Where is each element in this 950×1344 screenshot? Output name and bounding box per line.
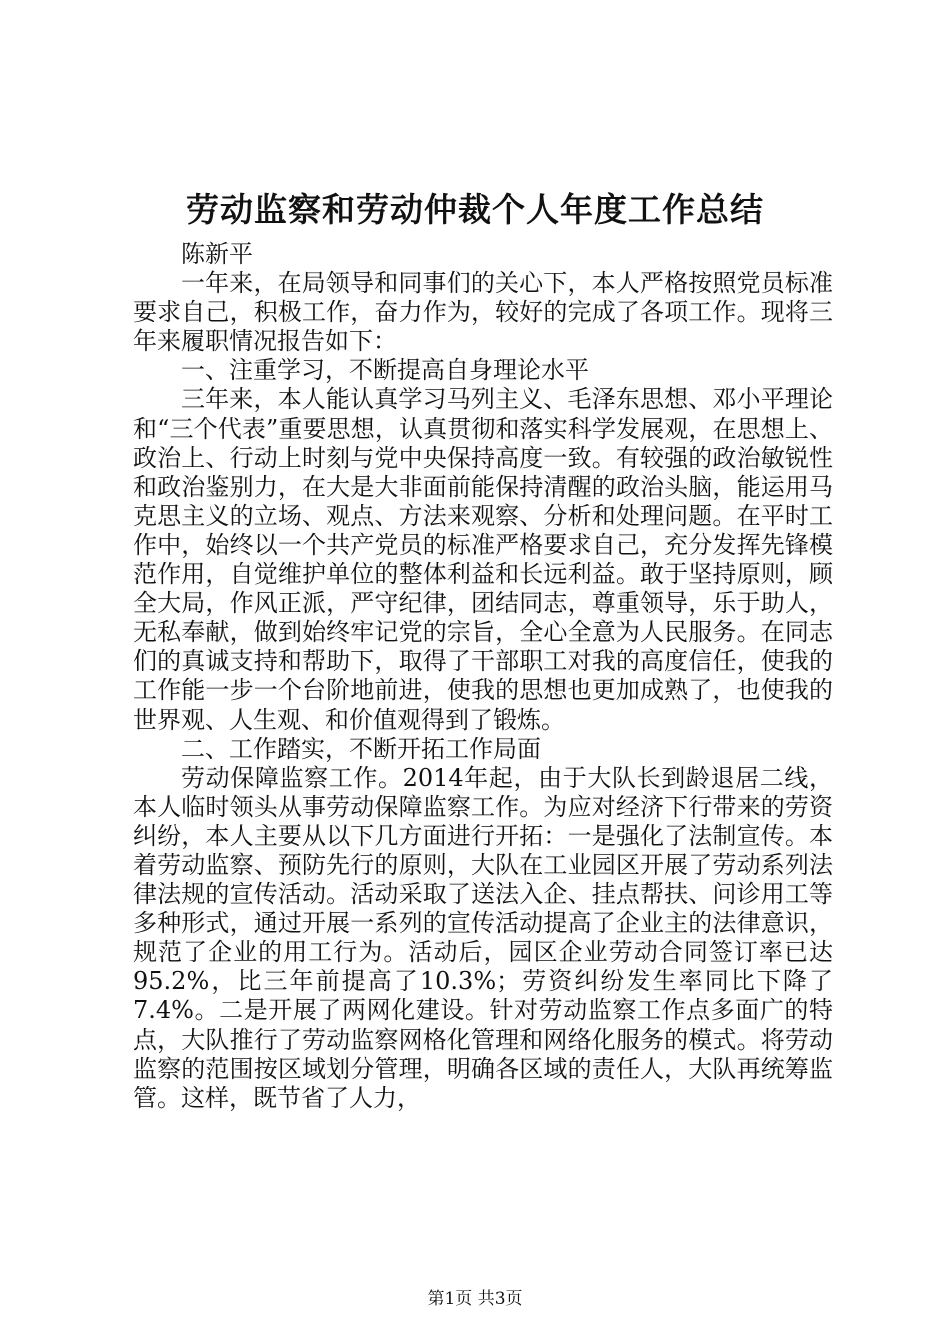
paragraph-section-2: 劳动保障监察工作。2014年起，由于大队长到龄退居二线，本人临时领头从事劳动保障监察工作。为应对经济下行带来的劳资纠纷，本人主要从以下几方面进行开拓：一是强化了法制宣传。本着劳动监察、预防先行的原则，大队在工业园区开展了劳动系列法律法规的宣传活动。活动采取了送法入企、挂点帮扶、问诊用工等多种形式，通过开展一系列的宣传活动提高了企业主的法律意识，规范了企业的用工行为。活动后，园区企业劳动合同签订率已达95.2%，比三年前提高了10.3%；劳资纠纷发生率同比下降了7.4%。二是开展了两网化建设。针对劳动监察工作点多面广的特点，大队推行了劳动监察网格化管理和网络化服务的模式。将劳动监察的范围按区域划分管理，明确各区域的责任人，大队再统筹监管。这样，既节省了人力，: [133, 763, 833, 1112]
section-heading-1: 一、注重学习，不断提高自身理论水平: [181, 356, 589, 385]
paragraph-intro: 一年来，在局领导和同事们的关心下，本人严格按照党员标准要求自己，积极工作，奋力作为，较好的完成了各项工作。现将三年来履职情况报告如下：: [133, 269, 833, 356]
paragraph-section-1: 三年来，本人能认真学习马列主义、毛泽东思想、邓小平理论和“三个代表”重要思想，认真贯彻和落实科学发展观，在思想上、政治上、行动上时刻与党中央保持高度一致。有较强的政治敏锐性和政治鉴别力，在大是大非面前能保持清醒的政治头脑，能运用马克思主义的立场、观点、方法来观察、分析和处理问题。在平时工作中，始终以一个共产党员的标准严格要求自己，充分发挥先锋模范作用，自觉维护单位的整体利益和长远利益。敢于坚持原则，顾全大局，作风正派，严守纪律，团结同志，尊重领导，乐于助人，无私奉献，做到始终牢记党的宗旨，全心全意为人民服务。在同志们的真诚支持和帮助下，取得了干部职工对我的高度信任，使我的工作能一步一个台阶地前进，使我的思想也更加成熟了，也使我的世界观、人生观、和价值观得到了锻炼。: [133, 385, 833, 734]
document-body: [133, 240, 833, 1113]
page-number-footer: 第1页 共3页: [427, 1289, 523, 1309]
section-heading-2: 二、工作踏实，不断开拓工作局面: [181, 734, 541, 763]
author-line: 陈新平: [181, 240, 253, 268]
document-title: 劳动监察和劳动仲裁个人年度工作总结: [186, 190, 764, 229]
